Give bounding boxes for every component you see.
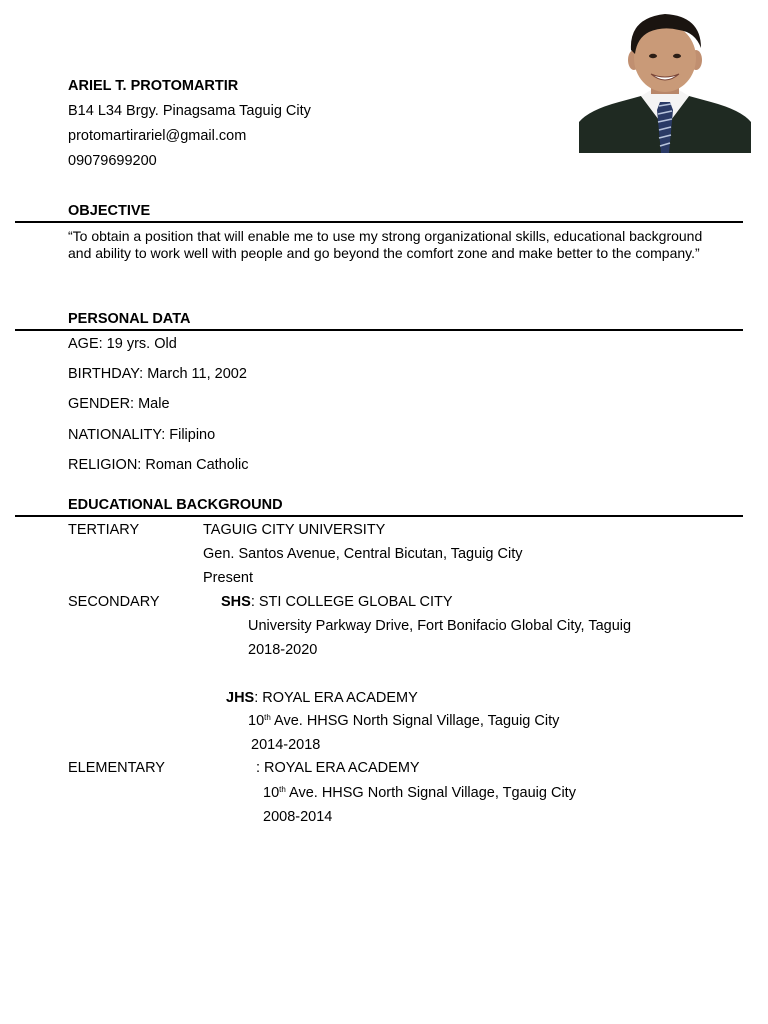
jhs-years: 2014-2018 — [251, 737, 321, 753]
age-field: AGE: 19 yrs. Old — [68, 336, 177, 352]
education-heading: EDUCATIONAL BACKGROUND — [68, 497, 283, 513]
email: protomartirariel@gmail.com — [68, 128, 247, 144]
shs-school: : STI COLLEGE GLOBAL CITY — [250, 594, 453, 610]
candidate-name: ARIEL T. PROTOMARTIR — [68, 78, 239, 94]
personal-data-divider — [15, 329, 743, 331]
shs-school-line — [221, 594, 453, 610]
gender-field: GENDER: Male — [68, 396, 170, 412]
elementary-address: 10th Ave. HHSG North Signal Village, Tgauig City — [263, 785, 576, 801]
phone: 09079699200 — [68, 153, 157, 169]
jhs-school-line — [226, 690, 418, 706]
tertiary-years: Present — [203, 570, 253, 586]
religion-field: RELIGION: Roman Catholic — [68, 457, 249, 473]
objective-divider — [15, 221, 743, 223]
address: B14 L34 Brgy. Pinagsama Taguig City — [68, 103, 311, 119]
shs-tag: SHS — [221, 594, 251, 610]
nationality-field: NATIONALITY: Filipino — [68, 427, 216, 443]
elementary-label: ELEMENTARY — [68, 760, 165, 776]
birthday-field: BIRTHDAY: March 11, 2002 — [68, 366, 247, 382]
secondary-label: SECONDARY — [68, 594, 160, 610]
objective-text: “To obtain a position that will enable me to use my strong organizational skills, educational background and ability to work well with people and go beyond the comfort zone and make better to the company.” — [68, 228, 703, 261]
jhs-address: 10th Ave. HHSG North Signal Village, Taguig City — [248, 713, 560, 729]
elementary-years: 2008-2014 — [263, 809, 333, 825]
profile-photo — [579, 10, 751, 153]
shs-years: 2018-2020 — [248, 642, 318, 658]
tertiary-address: Gen. Santos Avenue, Central Bicutan, Taguig City — [203, 546, 523, 562]
tertiary-label: TERTIARY — [68, 522, 140, 538]
objective-heading: OBJECTIVE — [68, 203, 151, 219]
tertiary-school: TAGUIG CITY UNIVERSITY — [203, 522, 386, 538]
shs-address: University Parkway Drive, Fort Bonifacio Global City, Taguig — [248, 618, 632, 634]
jhs-school: : ROYAL ERA ACADEMY — [254, 690, 418, 706]
elementary-school: : ROYAL ERA ACADEMY — [256, 760, 420, 776]
personal-data-heading: PERSONAL DATA — [68, 311, 191, 327]
education-divider — [15, 515, 743, 517]
jhs-tag: JHS — [226, 690, 255, 706]
